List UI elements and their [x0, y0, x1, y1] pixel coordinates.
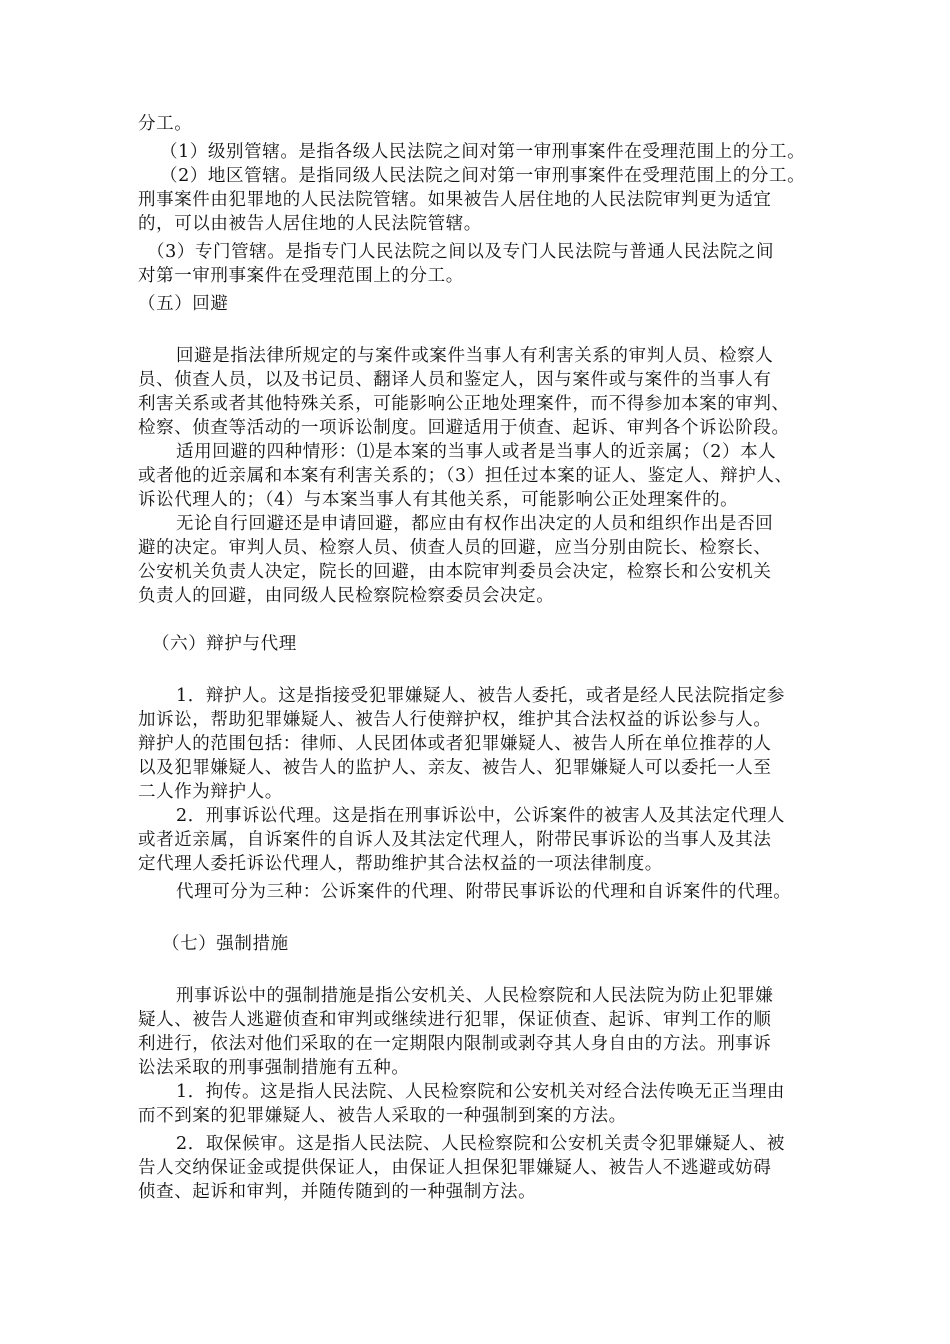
- text-line: 定代理人委托诉讼代理人，帮助维护其合法权益的一项法律制度。: [138, 854, 663, 874]
- text-line: 或者近亲属，自诉案件的自诉人及其法定代理人，附带民事诉讼的当事人及其法: [138, 830, 772, 850]
- text-line: 而不到案的犯罪嫌疑人、被告人采取的一种强制到案的方法。: [138, 1106, 627, 1126]
- text-line: 刑事案件由犯罪地的人民法院管辖。如果被告人居住地的人民法院审判更为适宜: [138, 190, 772, 210]
- text-line: 检察、侦查等活动的一项诉讼制度。回避适用于侦查、起诉、审判各个诉讼阶段。: [138, 418, 790, 438]
- text-line: 回避是指法律所规定的与案件或案件当事人有利害关系的审判人员、检察人: [176, 346, 774, 366]
- text-line: （1）级别管辖。是指各级人民法院之间对第一审刑事案件在受理范围上的分工。: [160, 142, 806, 162]
- text-line: 刑事诉讼中的强制措施是指公安机关、人民检察院和人民法院为防止犯罪嫌: [176, 986, 774, 1006]
- text-line: 或者他的近亲属和本案有利害关系的；（3）担任过本案的证人、鉴定人、辩护人、: [138, 466, 793, 486]
- text-line: 讼法采取的刑事强制措施有五种。: [138, 1058, 410, 1078]
- text-line: （2）地区管辖。是指同级人民法院之间对第一审刑事案件在受理范围上的分工。: [160, 166, 806, 186]
- text-line: 以及犯罪嫌疑人、被告人的监护人、亲友、被告人、犯罪嫌疑人可以委托一人至: [138, 758, 772, 778]
- text-line: 对第一审刑事案件在受理范围上的分工。: [138, 266, 464, 286]
- text-line: 疑人、被告人逃避侦查和审判或继续进行犯罪，保证侦查、起诉、审判工作的顺: [138, 1010, 772, 1030]
- text-line: 适用回避的四种情形：⑴是本案的当事人或者是当事人的近亲属；（2）本人: [176, 442, 777, 462]
- text-line: 避的决定。审判人员、检察人员、侦查人员的回避，应当分别由院长、检察长、: [138, 538, 772, 558]
- section-heading: （七）强制措施: [162, 934, 289, 954]
- text-line: 的，可以由被告人居住地的人民法院管辖。: [138, 214, 482, 234]
- text-line: 2．刑事诉讼代理。这是指在刑事诉讼中，公诉案件的被害人及其法定代理人: [176, 806, 786, 826]
- text-line: 无论自行回避还是申请回避，都应由有权作出决定的人员和组织作出是否回: [176, 514, 774, 534]
- text-line: 二人作为辩护人。: [138, 782, 283, 802]
- text-line: 利进行，依法对他们采取的在一定期限内限制或剥夺其人身自由的方法。刑事诉: [138, 1034, 772, 1054]
- text-line: 1．拘传。这是指人民法院、人民检察院和公安机关对经合法传唤无正当理由: [176, 1082, 786, 1102]
- text-line: 诉讼代理人的；（4）与本案当事人有其他关系，可能影响公正处理案件的。: [138, 490, 739, 510]
- text-line: 1．辩护人。这是指接受犯罪嫌疑人、被告人委托，或者是经人民法院指定参: [176, 686, 786, 706]
- text-line: 员、侦查人员，以及书记员、翻译人员和鉴定人，因与案件或与案件的当事人有: [138, 370, 772, 390]
- text-line: 辩护人的范围包括：律师、人民团体或者犯罪嫌疑人、被告人所在单位推荐的人: [138, 734, 772, 754]
- text-line: 侦查、起诉和审判，并随传随到的一种强制方法。: [138, 1182, 537, 1202]
- text-line: （3）专门管辖。是指专门人民法院之间以及专门人民法院与普通人民法院之间: [147, 242, 775, 262]
- text-line: 分工。: [138, 114, 193, 134]
- text-line: 加诉讼，帮助犯罪嫌疑人、被告人行使辩护权，维护其合法权益的诉讼参与人。: [138, 710, 772, 730]
- text-line: 代理可分为三种：公诉案件的代理、附带民事诉讼的代理和自诉案件的代理。: [176, 882, 792, 902]
- section-heading: （五）回避: [138, 294, 229, 314]
- text-line: 告人交纳保证金或提供保证人，由保证人担保犯罪嫌疑人、被告人不逃避或妨碍: [138, 1158, 772, 1178]
- text-line: 负责人的回避，由同级人民检察院检察委员会决定。: [138, 586, 555, 606]
- section-heading: （六）辩护与代理: [152, 634, 297, 654]
- text-line: 2．取保候审。这是指人民法院、人民检察院和公安机关责令犯罪嫌疑人、被: [176, 1134, 786, 1154]
- text-line: 利害关系或者其他特殊关系，可能影响公正地处理案件，而不得参加本案的审判、: [138, 394, 790, 414]
- text-line: 公安机关负责人决定，院长的回避，由本院审判委员会决定，检察长和公安机关: [138, 562, 772, 582]
